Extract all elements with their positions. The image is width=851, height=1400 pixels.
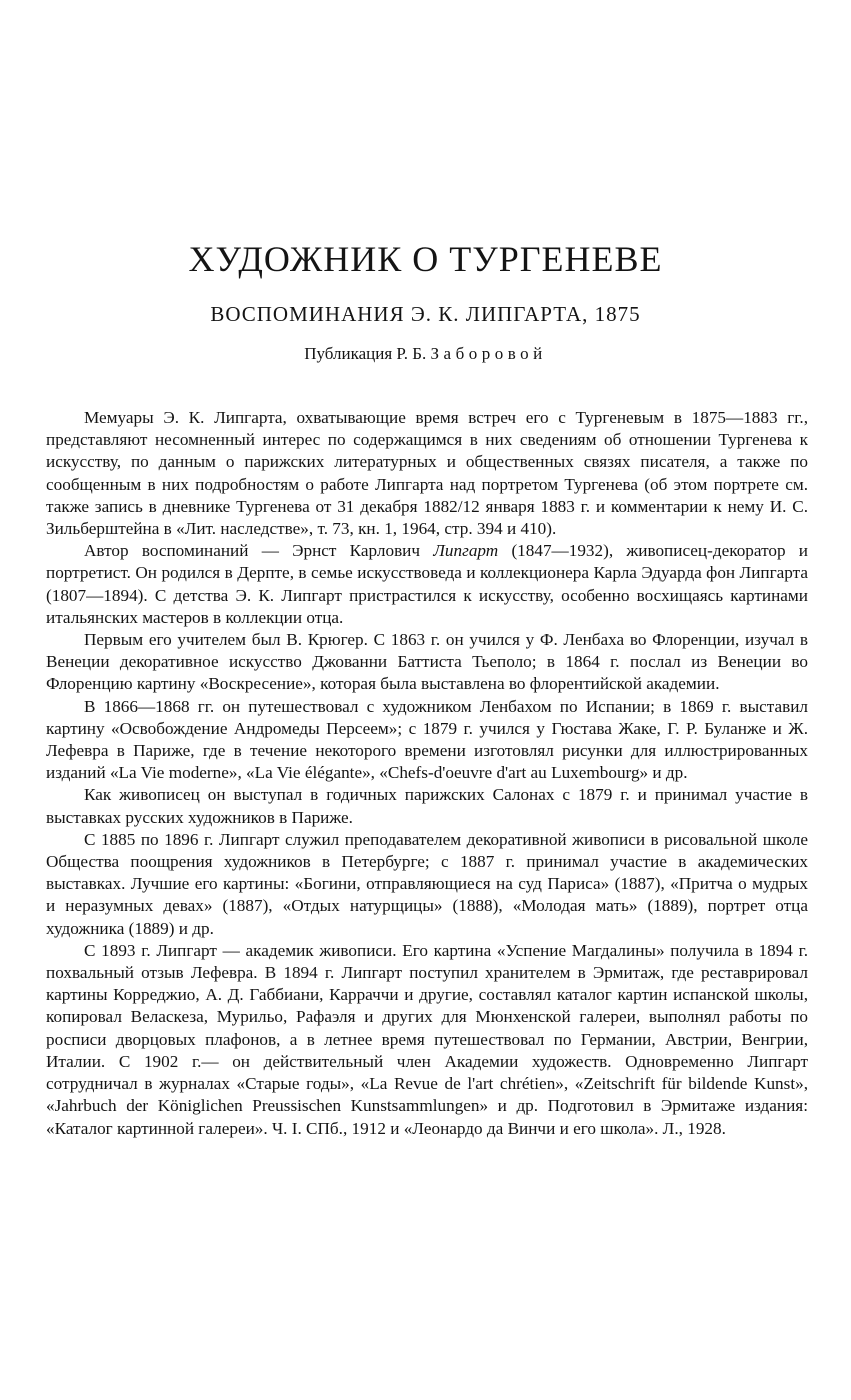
paragraph-author-bio-start: Автор воспоминаний — Эрнст Карлович: [84, 541, 434, 561]
article-body: [46, 407, 808, 1140]
paragraph-teaching: С 1885 по 1896 г. Липгарт служил преподавателем декоративной живописи в рисовальной школе Общества поощрения художников в Петербурге; с 1887 г. принимал участие в академических выставках. Лучшие его картины: «Богини, отправляющиеся на суд Париса» (1887), «Притча о мудрых и неразумных девах» (1887), «Отдых натурщицы» (1888), «Молодая мать» (1889), портрет отца художника (1889) и др.: [46, 829, 808, 938]
paragraph-hermitage: С 1893 г. Липгарт — академик живописи. Его картина «Успение Магдалины» получила в 1894 г. похвальный отзыв Лефевра. В 1894 г. Липгарт поступил хранителем в Эрмитаж, где реставрировал картины Корреджио, А. Д. Габбиани, Карраччи и другие, составлял каталог картин испанской школы, копировал Веласкеза, Мурильо, Рафаэля и других для Мюнхенской галереи, выполнял работы по росписи дворцовых плафонов, а в летнее время путешествовал по Германии, Австрии, Венгрии, Италии. С 1902 г.— он действительный член Академии художеств. Одновременно Липгарт сотрудничал в журналах «Старые годы», «La Revue de l'art chrétien», «Zeitschrift für bildende Kunst», «Jahrbuch der Königlichen Preussischen Kunstsammlungen» и др. Подготовил в Эрмитаже издания: «Каталог картинной галереи». Ч. I. СПб., 1912 и «Леонардо да Винчи и его школа». Л., 1928.: [46, 940, 808, 1138]
article-title: ХУДОЖНИК О ТУРГЕНЕВЕ: [188, 239, 663, 279]
paragraph-author-bio-end: (1847—1932), живописец-декоратор и портретист. Он родился в Дерпте, в семье искусствоведа и коллекционера Карла Эдуарда фон Липгарта (1807—1894). С детства Э. К. Липгарт пристрастился к искусству, особенно восхищаясь картинами итальянских мастеров в коллекции отца.: [46, 541, 808, 627]
paragraph-travels: В 1866—1868 гг. он путешествовал с художником Ленбахом по Испании; в 1869 г. выставил картину «Освобождение Андромеды Персеем»; с 1879 г. учился у Гюстава Жаке, Г. Р. Буланже и Ж. Лефевра в Париже, где в течение некоторого времени изготовлял рисунки для иллюстрированных изданий «La Vie moderne», «La Vie élégante», «Chefs-d'oeuvre d'art au Luxembourg» и др.: [46, 696, 808, 783]
paragraph-intro: Мемуары Э. К. Липгарта, охватывающие время встреч его с Тургеневым в 1875—1883 гг., представляют несомненный интерес по содержащимся в них сведениям об отношении Тургенева к искусству, по данным о парижских литературных и общественных связях писателя, а также по сообщенным в них подробностям о работе Липгарта над портретом Тургенева (об этом портрете см. также запись в дневнике Тургенева от 31 декабря 1882/12 января 1883 г. и комментарии к нему И. С. Зильберштейна в «Лит. наследстве», т. 73, кн. 1, 1964, стр. 394 и 410).: [46, 408, 808, 539]
article-subtitle: ВОСПОМИНАНИЯ Э. К. ЛИПГАРТА, 1875: [210, 302, 641, 326]
publication-editor-name: Заборовой: [430, 344, 547, 363]
paragraph-salons: Как живописец он выступал в годичных парижских Салонах с 1879 г. и принимал участие в выставках русских художников в Париже.: [46, 785, 808, 827]
paragraph-author-bio: [46, 540, 808, 629]
publication-prefix: Публикация Р. Б.: [304, 344, 427, 363]
publication-credit: [0, 342, 851, 366]
paragraph-early-training: Первым его учителем был В. Крюгер. С 1863 г. он учился у Ф. Ленбаха во Флоренции, изучал в Венеции декоративное искусство Джованни Баттиста Тьеполо; в 1864 г. послал из Венеции во Флоренцию картину «Воскресение», которая была выставлена во флорентийской академии.: [46, 630, 808, 694]
author-surname-italic: Липгарт: [433, 541, 499, 561]
